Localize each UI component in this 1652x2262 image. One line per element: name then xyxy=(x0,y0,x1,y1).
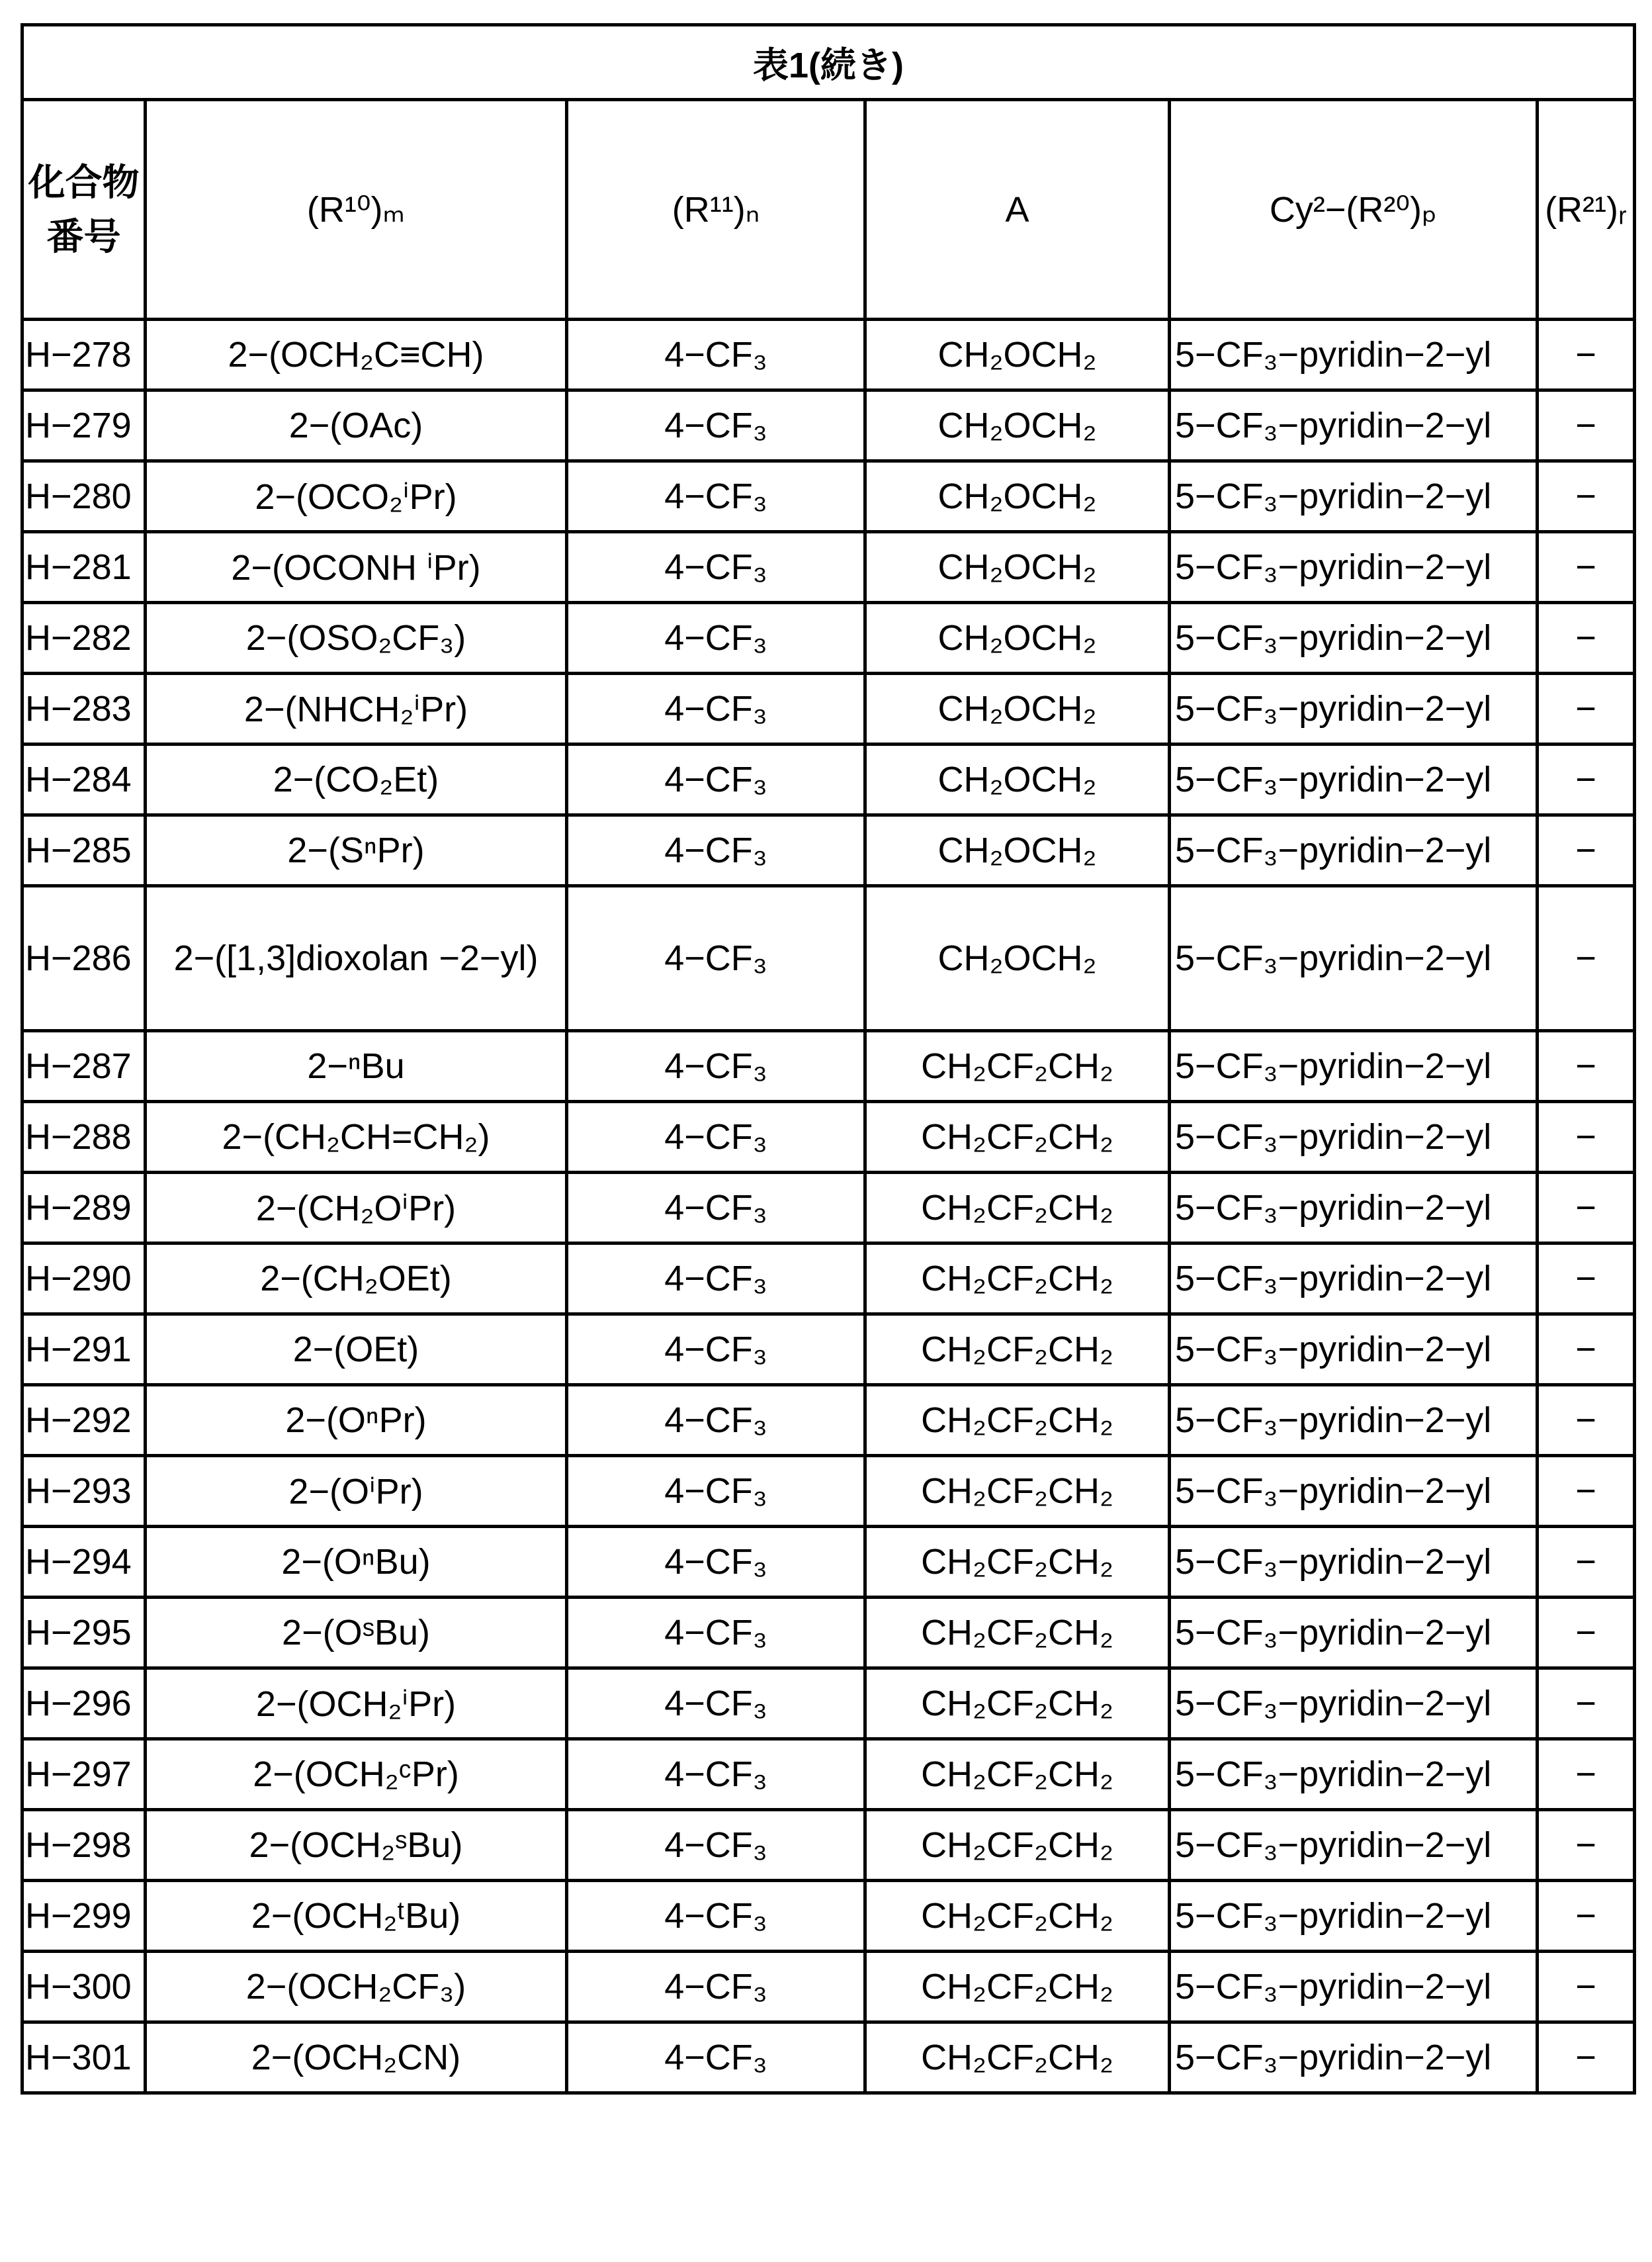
r21-cell: − xyxy=(1538,1952,1635,2022)
r11-cell: 4−CF₃ xyxy=(567,1173,865,1244)
a-cell: CH₂CF₂CH₂ xyxy=(865,1456,1170,1527)
cy2-cell: 5−CF₃−pyridin−2−yl xyxy=(1170,2022,1538,2093)
compound-id: H−283 xyxy=(22,674,146,745)
r11-cell: 4−CF₃ xyxy=(567,1881,865,1952)
r21-cell: − xyxy=(1538,1527,1635,1598)
r10-cell: 2−(OⁿPr) xyxy=(146,1385,567,1456)
compound-id: H−293 xyxy=(22,1456,146,1527)
table-row xyxy=(22,674,1635,745)
r10-cell: 2−(SⁿPr) xyxy=(146,815,567,886)
table-row xyxy=(22,461,1635,532)
compound-id: H−280 xyxy=(22,461,146,532)
cy2-cell: 5−CF₃−pyridin−2−yl xyxy=(1170,1456,1538,1527)
a-cell: CH₂OCH₂ xyxy=(865,320,1170,390)
r21-cell: − xyxy=(1538,1668,1635,1739)
compound-id: H−300 xyxy=(22,1952,146,2022)
compound-table xyxy=(21,23,1636,2095)
r10-cell: 2−(OCH₂ⁱPr) xyxy=(146,1668,567,1739)
r10-cell: 2−(OCH₂CN) xyxy=(146,2022,567,2093)
header-r21: (R²¹)ᵣ xyxy=(1538,100,1635,320)
r10-cell: 2−(OCH₂ᶜPr) xyxy=(146,1739,567,1810)
header-a: A xyxy=(865,100,1170,320)
r10-cell: 2−([1,3]dioxolan −2−yl) xyxy=(146,886,567,1031)
compound-id: H−299 xyxy=(22,1881,146,1952)
r11-cell: 4−CF₃ xyxy=(567,1102,865,1173)
r10-cell: 2−(NHCH₂ⁱPr) xyxy=(146,674,567,745)
cy2-cell: 5−CF₃−pyridin−2−yl xyxy=(1170,815,1538,886)
r21-cell: − xyxy=(1538,461,1635,532)
a-cell: CH₂OCH₂ xyxy=(865,461,1170,532)
compound-id: H−287 xyxy=(22,1031,146,1102)
a-cell: CH₂CF₂CH₂ xyxy=(865,1031,1170,1102)
r10-cell: 2−(CH₂OEt) xyxy=(146,1244,567,1314)
a-cell: CH₂CF₂CH₂ xyxy=(865,1810,1170,1881)
a-cell: CH₂CF₂CH₂ xyxy=(865,1952,1170,2022)
r21-cell: − xyxy=(1538,1385,1635,1456)
cy2-cell: 5−CF₃−pyridin−2−yl xyxy=(1170,1102,1538,1173)
r11-cell: 4−CF₃ xyxy=(567,1385,865,1456)
compound-id: H−290 xyxy=(22,1244,146,1314)
compound-id: H−278 xyxy=(22,320,146,390)
cy2-cell: 5−CF₃−pyridin−2−yl xyxy=(1170,1739,1538,1810)
table-row xyxy=(22,532,1635,603)
cy2-cell: 5−CF₃−pyridin−2−yl xyxy=(1170,1385,1538,1456)
a-cell: CH₂CF₂CH₂ xyxy=(865,1668,1170,1739)
cy2-cell: 5−CF₃−pyridin−2−yl xyxy=(1170,1244,1538,1314)
compound-id: H−281 xyxy=(22,532,146,603)
cy2-cell: 5−CF₃−pyridin−2−yl xyxy=(1170,1173,1538,1244)
compound-id: H−292 xyxy=(22,1385,146,1456)
r10-cell: 2−(OˢBu) xyxy=(146,1598,567,1668)
r10-cell: 2−(OCH₂CF₃) xyxy=(146,1952,567,2022)
compound-id: H−295 xyxy=(22,1598,146,1668)
a-cell: CH₂OCH₂ xyxy=(865,745,1170,815)
compound-id: H−285 xyxy=(22,815,146,886)
r10-cell: 2−(CH₂CH=CH₂) xyxy=(146,1102,567,1173)
header-compound-no: 化合物番号 xyxy=(22,100,146,320)
r21-cell: − xyxy=(1538,745,1635,815)
r21-cell: − xyxy=(1538,815,1635,886)
r21-cell: − xyxy=(1538,2022,1635,2093)
r10-cell: 2−(OSO₂CF₃) xyxy=(146,603,567,674)
r21-cell: − xyxy=(1538,1810,1635,1881)
r10-cell: 2−(OⁿBu) xyxy=(146,1527,567,1598)
r11-cell: 4−CF₃ xyxy=(567,461,865,532)
r11-cell: 4−CF₃ xyxy=(567,674,865,745)
cy2-cell: 5−CF₃−pyridin−2−yl xyxy=(1170,1952,1538,2022)
r21-cell: − xyxy=(1538,1881,1635,1952)
cy2-cell: 5−CF₃−pyridin−2−yl xyxy=(1170,603,1538,674)
r21-cell: − xyxy=(1538,390,1635,461)
r11-cell: 4−CF₃ xyxy=(567,390,865,461)
r11-cell: 4−CF₃ xyxy=(567,1598,865,1668)
cy2-cell: 5−CF₃−pyridin−2−yl xyxy=(1170,1031,1538,1102)
table-row xyxy=(22,1244,1635,1314)
cy2-cell: 5−CF₃−pyridin−2−yl xyxy=(1170,1881,1538,1952)
r21-cell: − xyxy=(1538,1598,1635,1668)
header-r11: (R¹¹)ₙ xyxy=(567,100,865,320)
a-cell: CH₂CF₂CH₂ xyxy=(865,1527,1170,1598)
r21-cell: − xyxy=(1538,886,1635,1031)
table-row xyxy=(22,1527,1635,1598)
a-cell: CH₂OCH₂ xyxy=(865,532,1170,603)
cy2-cell: 5−CF₃−pyridin−2−yl xyxy=(1170,886,1538,1031)
table-row xyxy=(22,745,1635,815)
a-cell: CH₂CF₂CH₂ xyxy=(865,1173,1170,1244)
r11-cell: 4−CF₃ xyxy=(567,1314,865,1385)
r11-cell: 4−CF₃ xyxy=(567,815,865,886)
r10-cell: 2−(OCO₂ⁱPr) xyxy=(146,461,567,532)
r11-cell: 4−CF₃ xyxy=(567,886,865,1031)
table-row xyxy=(22,320,1635,390)
table-row xyxy=(22,1881,1635,1952)
r21-cell: − xyxy=(1538,1456,1635,1527)
compound-id: H−288 xyxy=(22,1102,146,1173)
cy2-cell: 5−CF₃−pyridin−2−yl xyxy=(1170,1314,1538,1385)
r10-cell: 2−(OEt) xyxy=(146,1314,567,1385)
table-row xyxy=(22,1739,1635,1810)
a-cell: CH₂OCH₂ xyxy=(865,603,1170,674)
a-cell: CH₂CF₂CH₂ xyxy=(865,2022,1170,2093)
cy2-cell: 5−CF₃−pyridin−2−yl xyxy=(1170,1527,1538,1598)
cy2-cell: 5−CF₃−pyridin−2−yl xyxy=(1170,1598,1538,1668)
cy2-cell: 5−CF₃−pyridin−2−yl xyxy=(1170,532,1538,603)
table-row xyxy=(22,1668,1635,1739)
table-row xyxy=(22,815,1635,886)
r11-cell: 4−CF₃ xyxy=(567,1244,865,1314)
cy2-cell: 5−CF₃−pyridin−2−yl xyxy=(1170,674,1538,745)
table-row xyxy=(22,1810,1635,1881)
cy2-cell: 5−CF₃−pyridin−2−yl xyxy=(1170,745,1538,815)
a-cell: CH₂OCH₂ xyxy=(865,886,1170,1031)
r11-cell: 4−CF₃ xyxy=(567,1668,865,1739)
r21-cell: − xyxy=(1538,1739,1635,1810)
r21-cell: − xyxy=(1538,1102,1635,1173)
table-body xyxy=(22,320,1635,2093)
r11-cell: 4−CF₃ xyxy=(567,603,865,674)
r21-cell: − xyxy=(1538,320,1635,390)
compound-id: H−291 xyxy=(22,1314,146,1385)
table-row xyxy=(22,2022,1635,2093)
table-row xyxy=(22,1598,1635,1668)
a-cell: CH₂OCH₂ xyxy=(865,390,1170,461)
r11-cell: 4−CF₃ xyxy=(567,745,865,815)
r10-cell: 2−(OCH₂ᵗBu) xyxy=(146,1881,567,1952)
r11-cell: 4−CF₃ xyxy=(567,2022,865,2093)
r10-cell: 2−(OCH₂ˢBu) xyxy=(146,1810,567,1881)
r11-cell: 4−CF₃ xyxy=(567,532,865,603)
a-cell: CH₂CF₂CH₂ xyxy=(865,1314,1170,1385)
r21-cell: − xyxy=(1538,1031,1635,1102)
r10-cell: 2−(OCONH ⁱPr) xyxy=(146,532,567,603)
compound-id: H−301 xyxy=(22,2022,146,2093)
table-title: 表1(続き) xyxy=(22,25,1635,100)
compound-id: H−279 xyxy=(22,390,146,461)
cy2-cell: 5−CF₃−pyridin−2−yl xyxy=(1170,320,1538,390)
r21-cell: − xyxy=(1538,1314,1635,1385)
header-cy2: Cy²−(R²⁰)ₚ xyxy=(1170,100,1538,320)
table-row xyxy=(22,1173,1635,1244)
table-row xyxy=(22,1952,1635,2022)
r11-cell: 4−CF₃ xyxy=(567,320,865,390)
table-row xyxy=(22,1102,1635,1173)
table-row xyxy=(22,1456,1635,1527)
r10-cell: 2−(OAc) xyxy=(146,390,567,461)
a-cell: CH₂OCH₂ xyxy=(865,674,1170,745)
r11-cell: 4−CF₃ xyxy=(567,1527,865,1598)
table-row xyxy=(22,1314,1635,1385)
compound-id: H−284 xyxy=(22,745,146,815)
r10-cell: 2−(CO₂Et) xyxy=(146,745,567,815)
table-row xyxy=(22,603,1635,674)
a-cell: CH₂CF₂CH₂ xyxy=(865,1881,1170,1952)
r11-cell: 4−CF₃ xyxy=(567,1456,865,1527)
cy2-cell: 5−CF₃−pyridin−2−yl xyxy=(1170,461,1538,532)
r10-cell: 2−(OⁱPr) xyxy=(146,1456,567,1527)
compound-id: H−282 xyxy=(22,603,146,674)
compound-id: H−289 xyxy=(22,1173,146,1244)
cy2-cell: 5−CF₃−pyridin−2−yl xyxy=(1170,390,1538,461)
a-cell: CH₂CF₂CH₂ xyxy=(865,1102,1170,1173)
r10-cell: 2−(CH₂OⁱPr) xyxy=(146,1173,567,1244)
r21-cell: − xyxy=(1538,1173,1635,1244)
a-cell: CH₂CF₂CH₂ xyxy=(865,1598,1170,1668)
r21-cell: − xyxy=(1538,674,1635,745)
r21-cell: − xyxy=(1538,1244,1635,1314)
table-row xyxy=(22,1385,1635,1456)
r21-cell: − xyxy=(1538,603,1635,674)
compound-id: H−297 xyxy=(22,1739,146,1810)
table-row xyxy=(22,1031,1635,1102)
compound-id: H−294 xyxy=(22,1527,146,1598)
a-cell: CH₂CF₂CH₂ xyxy=(865,1739,1170,1810)
compound-id: H−296 xyxy=(22,1668,146,1739)
cy2-cell: 5−CF₃−pyridin−2−yl xyxy=(1170,1810,1538,1881)
r10-cell: 2−(OCH₂C≡CH) xyxy=(146,320,567,390)
r11-cell: 4−CF₃ xyxy=(567,1952,865,2022)
compound-id: H−298 xyxy=(22,1810,146,1881)
cy2-cell: 5−CF₃−pyridin−2−yl xyxy=(1170,1668,1538,1739)
r11-cell: 4−CF₃ xyxy=(567,1810,865,1881)
r21-cell: − xyxy=(1538,532,1635,603)
a-cell: CH₂CF₂CH₂ xyxy=(865,1244,1170,1314)
compound-id: H−286 xyxy=(22,886,146,1031)
r11-cell: 4−CF₃ xyxy=(567,1031,865,1102)
a-cell: CH₂OCH₂ xyxy=(865,815,1170,886)
r10-cell: 2−ⁿBu xyxy=(146,1031,567,1102)
table-row xyxy=(22,886,1635,1031)
r11-cell: 4−CF₃ xyxy=(567,1739,865,1810)
table-row xyxy=(22,390,1635,461)
a-cell: CH₂CF₂CH₂ xyxy=(865,1385,1170,1456)
header-r10: (R¹⁰)ₘ xyxy=(146,100,567,320)
